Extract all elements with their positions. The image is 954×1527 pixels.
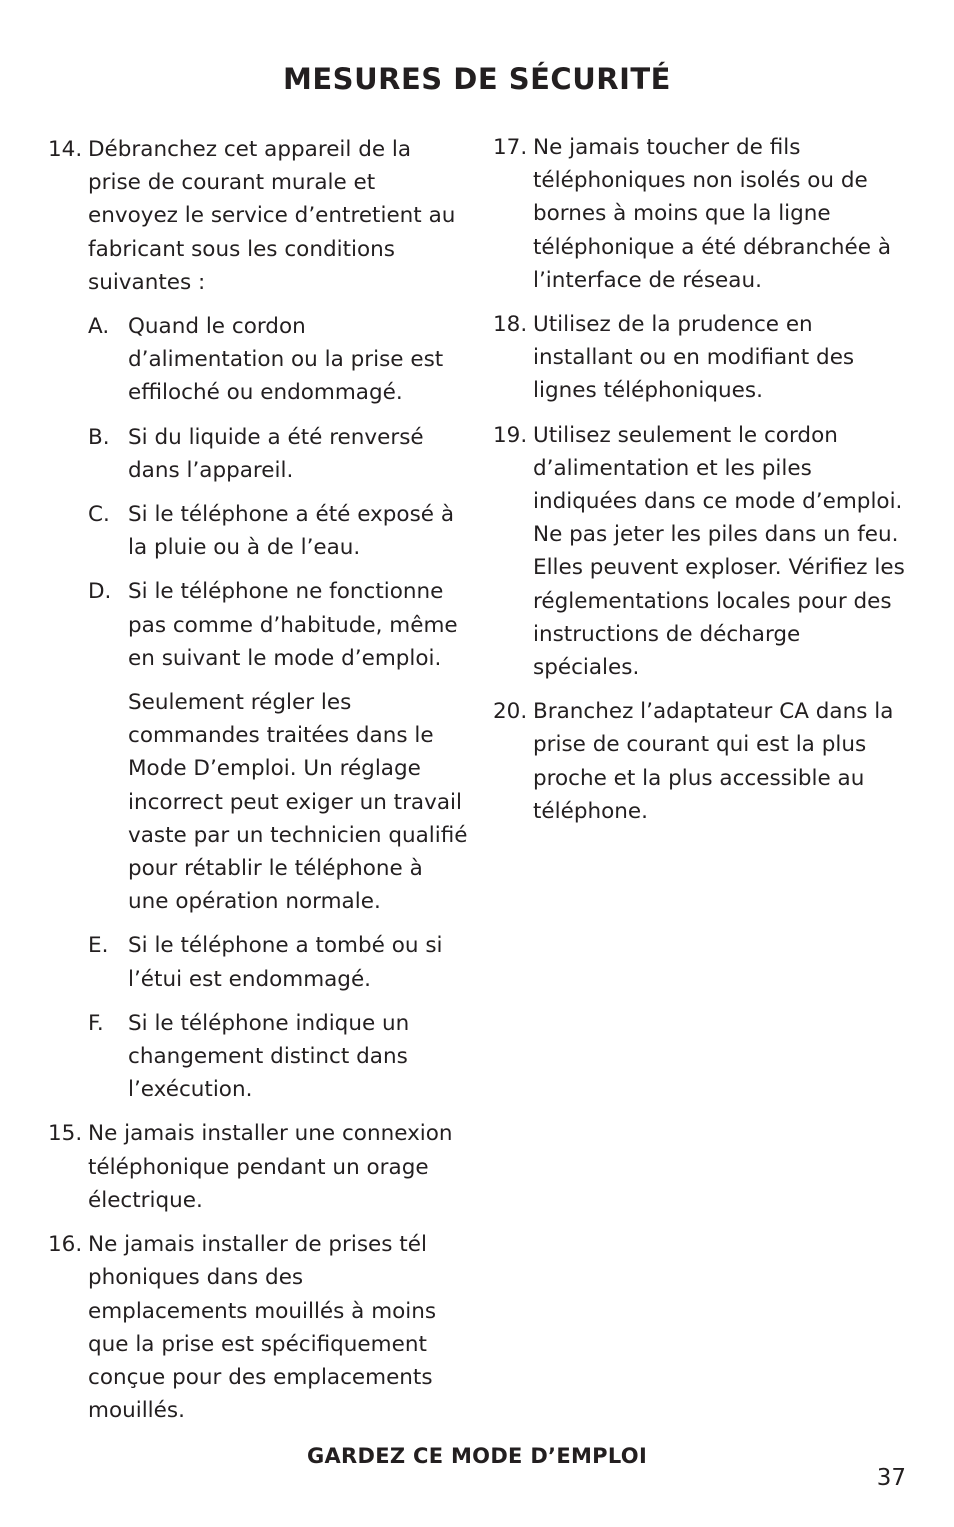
item-number: 14. (48, 137, 83, 162)
safety-item-17 (493, 131, 913, 297)
item-text: Utilisez de la prudence en installant ou en modifiant des lignes téléphoniques. (533, 312, 855, 404)
sub-item-text: Si le téléphone ne fonctionne pas comme d’habitude, même en suivant le mode d’emploi. (128, 579, 458, 671)
sub-item-letter: A. (88, 314, 110, 340)
item-text: Débranchez cet appareil de la prise de courant murale et envoyez le service d’entretient au fabricant sous les conditions suivantes : (88, 137, 456, 295)
item-number: 19. (493, 422, 528, 448)
sub-item-letter: F. (88, 1010, 104, 1036)
page-number: 37 (876, 1465, 906, 1491)
sub-item-text: Si le téléphone a été exposé à la pluie ou à de l’eau. (128, 502, 455, 561)
sub-item-e (88, 929, 468, 995)
sub-item-c (88, 498, 468, 564)
item-number: 20. (493, 699, 528, 725)
sub-item-a (88, 310, 468, 410)
left-column (48, 133, 468, 1438)
page-title: MESURES DE SÉCURITÉ (283, 62, 671, 96)
sub-item-letter: D. (88, 579, 112, 605)
item-number: 18. (493, 312, 528, 338)
sub-item-text: Quand le cordon d’alimentation ou la prise est effiloché ou endommagé. (128, 314, 444, 406)
item-number: 17. (493, 135, 528, 160)
sub-item-text: Si du liquide a été renversé dans l’appareil. (128, 424, 424, 483)
sub-item-letter: E. (88, 933, 109, 959)
item-text: Ne jamais installer de prises tél phoniques dans des emplacements mouillés à moins que la prise est spécifiquement conçue pour des emplacements mouillés. (88, 1232, 437, 1424)
sub-item-d (88, 575, 468, 675)
safety-item-19 (493, 419, 913, 685)
item-text: Utilisez seulement le cordon d’alimentation et les piles indiquées dans ce mode d’emploi. Ne pas jeter les piles dans un feu. Elles peuvent exploser. Vérifiez les réglementations locales pour des instructions de décharge spéciales. (533, 422, 905, 681)
right-column (493, 131, 913, 839)
safety-item-15 (48, 1117, 468, 1217)
sub-item-text: Si le téléphone indique un changement distinct dans l’exécution. (128, 1010, 410, 1103)
safety-item-18 (493, 308, 913, 408)
sub-item-d-note: Seulement régler les commandes traitées dans le Mode D’emploi. Un réglage incorrect peut exiger un travail vaste par un technicien qualifié pour rétablir le téléphone à une opération normale. (128, 690, 468, 915)
item-text: Ne jamais toucher de fils téléphoniques non isolés ou de bornes à moins que la ligne téléphonique a été débranchée à l’interface de réseau. (533, 135, 892, 293)
item-text: Ne jamais installer une connexion téléphonique pendant un orage électrique. (88, 1121, 453, 1213)
sub-item-b (88, 421, 468, 487)
footer-note: GARDEZ CE MODE D’EMPLOI (306, 1444, 648, 1468)
item-text: Branchez l’adaptateur CA dans la prise de courant qui est la plus proche et la plus accessible au téléphone. (533, 699, 894, 824)
item-number: 15. (48, 1121, 83, 1147)
safety-item-16 (48, 1228, 468, 1427)
item-number: 16. (48, 1232, 83, 1258)
sub-item-f (88, 1007, 468, 1107)
safety-item-20 (493, 695, 913, 828)
sub-item-letter: C. (88, 502, 110, 528)
sub-item-letter: B. (88, 424, 110, 450)
sub-item-text: Si le téléphone a tombé ou si l’étui est endommagé. (128, 933, 443, 992)
safety-item-14 (48, 133, 468, 1106)
